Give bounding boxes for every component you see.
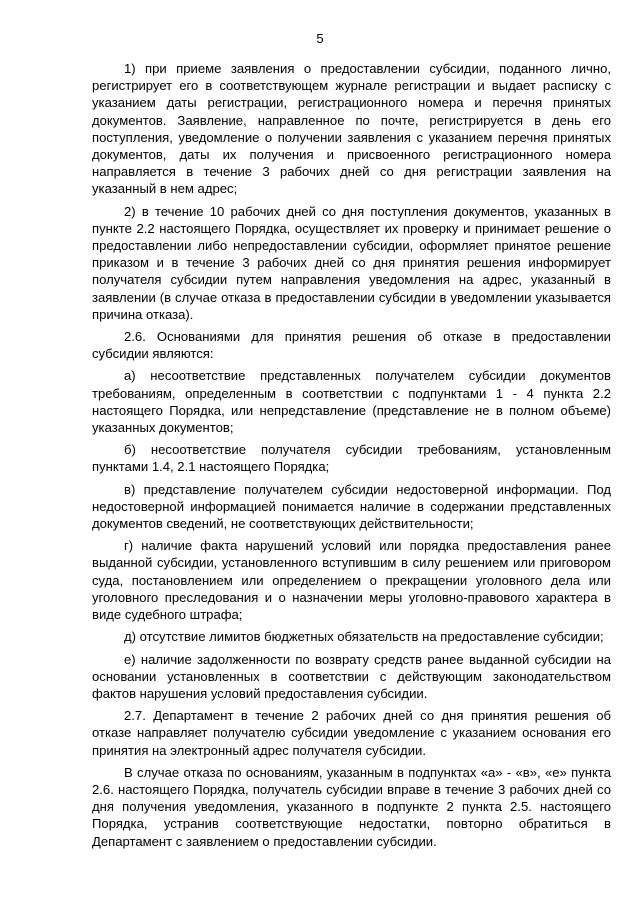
paragraph-2-7-notification: 2.7. Департамент в течение 2 рабочих дней со дня принятия решения об отказе направляет получателю субсидии уведомление с указанием основания его принятия на электронный адрес получателя субсидии. xyxy=(92,708,611,758)
paragraph-ground-d: д) отсутствие лимитов бюджетных обязательств на предоставление субсидии; xyxy=(124,629,604,645)
page-number: 5 xyxy=(316,31,324,46)
paragraph-ground-v: в) представление получателем субсидии недостоверной информации. Под недостоверной информацией понимается наличие в содержании представленных документов сведений, не соответствующих действительности; xyxy=(92,481,611,532)
paragraph-resubmission: В случае отказа по основаниям, указанным в подпунктах «а» - «в», «е» пункта 2.6. настоящего Порядка, получатель субсидии вправе в течение 3 рабочих дней со дня получения уведомления, указанного в подпункте 2 пункта 2.5. настоящего Порядка, устранив соответствующие недостатки, повторно обратиться в Департамент с заявлением о предоставлении субсидии. xyxy=(92,764,611,849)
paragraph-item-2-review: 2) в течение 10 рабочих дней со дня поступления документов, указанных в пункте 2.2 настоящего Порядка, осуществляет их проверку и принимает решение о предоставлении либо непредоставлении субсидии, оформляет принятое решение приказом и в течение 3 рабочих дней со дня принятия решения информирует получателя субсидии путем направления уведомления на адрес, указанный в заявлении (в случае отказа в предоставлении субсидии в уведомлении указывается причина отказа). xyxy=(92,203,611,322)
paragraph-item-1-registration: 1) при приеме заявления о предоставлении субсидии, поданного лично, регистрирует его в соответствующем журнале регистрации и выдает расписку с указанием даты регистрации, регистрационного номера и перечня принятых документов. Заявление, направленное по почте, регистрируется в день его поступления, уведомление о получении заявления с указанием перечня принятых документов, даты их получения и присвоенного регистрационного номера направляется в течение 3 рабочих дней со дня регистрации заявления на указанный в нем адрес; xyxy=(92,61,611,197)
paragraph-2-6-refusal-grounds: 2.6. Основаниями для принятия решения об отказе в предоставлении субсидии являются: xyxy=(92,329,611,362)
paragraph-ground-a: а) несоответствие представленных получателем субсидии документов требованиям, определенным в соответствии с подпунктами 1 - 4 пункта 2.2 настоящего Порядка, или непредставление (представление не в полном объеме) указанных документов; xyxy=(92,368,611,436)
document-body xyxy=(92,60,611,855)
paragraph-ground-e: е) наличие задолженности по возврату средств ранее выданной субсидии на основании установленных в соответствии с действующим законодательством фактов нарушения условий предоставления субсидии. xyxy=(92,651,611,701)
paragraph-ground-g: г) наличие факта нарушений условий или порядка предоставления ранее выданной субсидии, установленного вступившим в силу решением или приговором суда, постановлением или определением о прекращении уголовного дела или уголовного преследования и о назначении меры уголовно-правового характера в виде судебного штрафа; xyxy=(92,538,611,623)
paragraph-ground-b: б) несоответствие получателя субсидии требованиям, установленным пунктами 1.4, 2.1 настоящего Порядка; xyxy=(92,442,611,475)
